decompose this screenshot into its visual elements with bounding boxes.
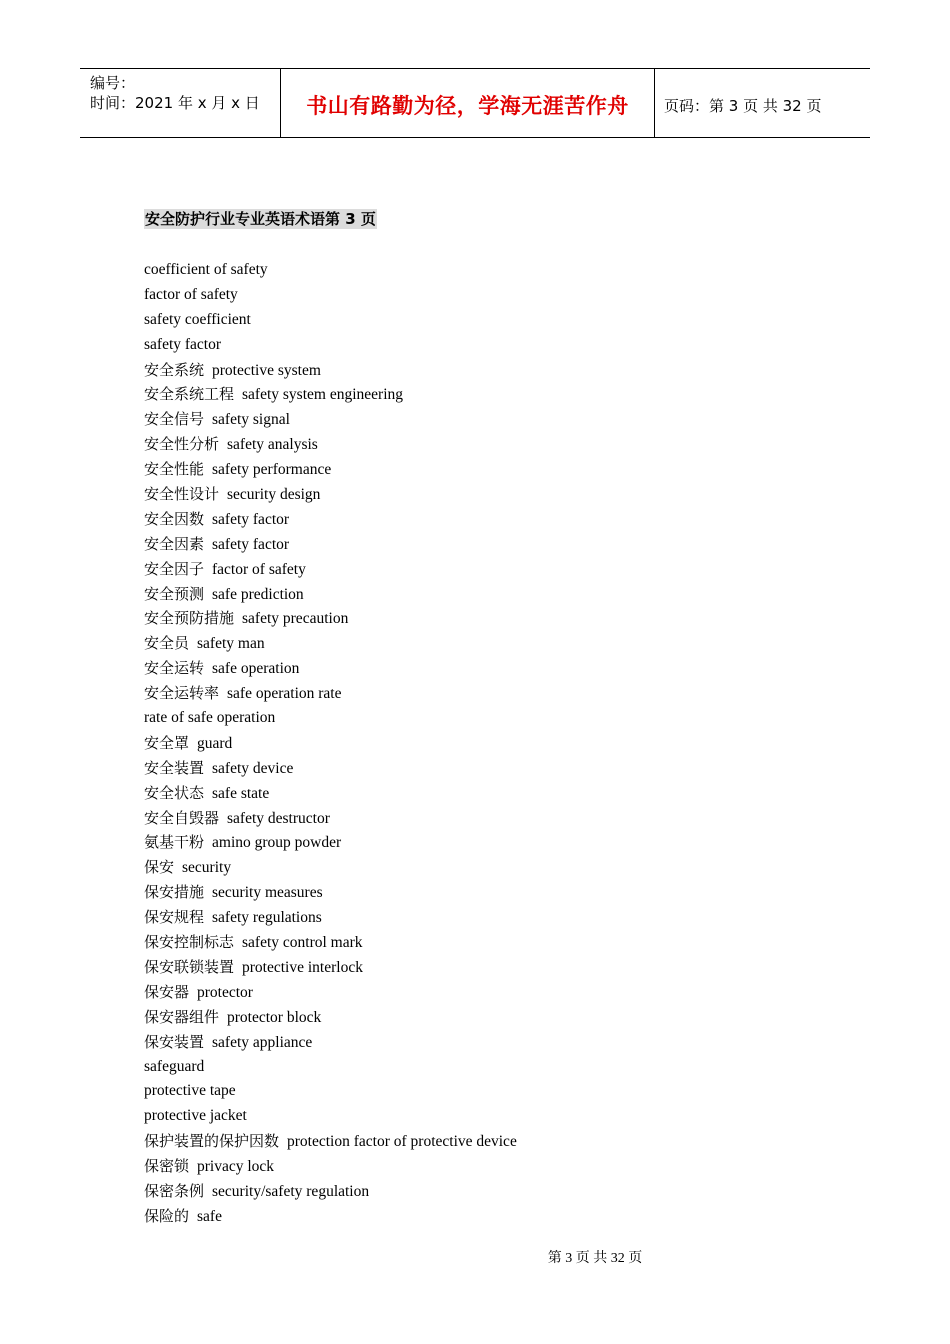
term-english: safety factor	[212, 510, 290, 528]
term-entry	[144, 830, 517, 855]
page-header	[80, 68, 870, 138]
term-chinese: 保安措施	[144, 883, 205, 902]
term-english: protection factor of protective device	[287, 1133, 517, 1151]
term-english: safe operation rate	[227, 685, 342, 703]
term-entry	[144, 557, 517, 582]
term-entry	[144, 880, 517, 905]
page-info-text: 页码：第 3 页 共 32 页	[664, 96, 822, 115]
term-english: coefficient of safety	[144, 261, 268, 278]
term-english: safety man	[197, 635, 265, 653]
term-english: safety performance	[212, 461, 332, 479]
term-entry	[144, 407, 517, 432]
time-label: 时间：2021 年 x 月 x 日	[90, 94, 260, 112]
term-entry	[144, 631, 517, 656]
term-entry	[144, 806, 517, 831]
term-entry	[144, 582, 517, 607]
term-english: protective jacket	[144, 1107, 247, 1125]
term-entry	[144, 656, 517, 681]
term-list	[144, 258, 517, 1229]
term-chinese: 安全状态	[144, 783, 205, 802]
term-entry	[144, 333, 517, 358]
term-english: safety regulations	[212, 909, 322, 927]
term-english: safe	[197, 1207, 222, 1225]
term-chinese: 安全自毁器	[144, 808, 220, 827]
term-entry	[144, 283, 517, 308]
term-chinese: 安全罩	[144, 733, 190, 752]
motto-text: 书山有路勤为径，学海无涯苦作舟	[306, 94, 629, 118]
term-chinese: 保安控制标志	[144, 933, 235, 952]
term-english: protective tape	[144, 1082, 236, 1100]
term-entry	[144, 980, 517, 1005]
term-english: safety coefficient	[144, 310, 251, 328]
header-meta	[80, 69, 281, 137]
term-english: safety signal	[212, 411, 290, 429]
page-footer: 第 3 页 共 32 页	[547, 1251, 643, 1266]
term-entry	[144, 606, 517, 631]
term-english: security measures	[212, 884, 323, 902]
term-chinese: 安全性能	[144, 460, 205, 479]
term-english: safe state	[212, 784, 270, 802]
term-entry	[144, 1055, 517, 1080]
term-entry	[144, 532, 517, 557]
term-entry	[144, 1079, 517, 1104]
term-english: factor of safety	[212, 560, 306, 578]
term-chinese: 保安联锁装置	[144, 957, 235, 976]
term-english: safeguard	[144, 1057, 205, 1075]
term-entry	[144, 1030, 517, 1055]
term-entry	[144, 1179, 517, 1204]
document-title: 安全防护行业专业英语术语第 3 页	[145, 210, 376, 228]
term-english: privacy lock	[197, 1158, 275, 1176]
term-chinese: 安全性分析	[144, 435, 220, 454]
term-entry	[144, 731, 517, 756]
term-entry	[144, 382, 517, 407]
term-english: protective interlock	[242, 958, 363, 976]
term-entry	[144, 681, 517, 706]
header-motto	[281, 69, 655, 137]
term-entry	[144, 756, 517, 781]
term-entry	[144, 930, 517, 955]
term-entry	[144, 855, 517, 880]
term-chinese: 安全系统	[144, 360, 205, 379]
term-english: safety factor	[212, 535, 290, 553]
term-english: security	[182, 859, 232, 877]
term-chinese: 氨基干粉	[144, 833, 205, 852]
term-entry	[144, 258, 517, 283]
term-english: protector block	[227, 1008, 322, 1026]
term-entry	[144, 432, 517, 457]
term-chinese: 安全因子	[144, 559, 205, 578]
term-chinese: 安全运转	[144, 659, 205, 678]
term-entry	[144, 457, 517, 482]
term-english: rate of safe operation	[144, 709, 276, 727]
header-page-info	[655, 69, 870, 137]
term-chinese: 安全预测	[144, 584, 205, 603]
term-chinese: 安全信号	[144, 410, 205, 429]
term-chinese: 安全预防措施	[144, 609, 235, 628]
term-chinese: 保密锁	[144, 1157, 190, 1176]
term-english: safety factor	[144, 335, 222, 353]
term-chinese: 保险的	[144, 1206, 190, 1225]
term-english: safety precaution	[242, 610, 349, 628]
term-entry	[144, 482, 517, 507]
term-chinese: 安全因素	[144, 534, 205, 553]
term-entry	[144, 1204, 517, 1229]
term-entry	[144, 1154, 517, 1179]
term-chinese: 保护装置的保护因数	[144, 1132, 280, 1151]
term-english: safety device	[212, 759, 294, 777]
term-entry	[144, 507, 517, 532]
term-english: safety system engineering	[242, 386, 403, 404]
term-entry	[144, 1005, 517, 1030]
term-chinese: 安全系统工程	[144, 385, 235, 404]
term-english: protective system	[212, 361, 321, 379]
number-label: 编号：	[90, 74, 136, 92]
term-english: protector	[197, 983, 253, 1001]
term-english: safe operation	[212, 660, 300, 678]
term-chinese: 保安规程	[144, 908, 205, 927]
term-entry	[144, 905, 517, 930]
term-entry	[144, 308, 517, 333]
term-english: security/safety regulation	[212, 1182, 370, 1200]
term-chinese: 安全装置	[144, 758, 205, 777]
term-english: safe prediction	[212, 585, 304, 603]
term-english: guard	[197, 734, 233, 752]
term-chinese: 安全性设计	[144, 485, 220, 504]
term-chinese: 安全员	[144, 634, 190, 653]
term-chinese: 安全运转率	[144, 684, 220, 703]
term-english: safety appliance	[212, 1033, 313, 1051]
term-entry	[144, 955, 517, 980]
term-chinese: 保安器	[144, 982, 190, 1001]
term-english: factor of safety	[144, 285, 238, 303]
term-english: safety analysis	[227, 436, 318, 454]
term-english: safety destructor	[227, 809, 330, 827]
term-entry	[144, 781, 517, 806]
term-english: security design	[227, 486, 321, 504]
term-entry	[144, 1104, 517, 1129]
term-english: amino group powder	[212, 834, 342, 852]
term-english: safety control mark	[242, 934, 363, 952]
term-chinese: 保安	[144, 858, 175, 877]
term-entry	[144, 706, 517, 731]
term-chinese: 保安装置	[144, 1032, 205, 1051]
term-chinese: 安全因数	[144, 509, 205, 528]
term-chinese: 保安器组件	[144, 1007, 220, 1026]
term-chinese: 保密条例	[144, 1181, 205, 1200]
term-entry	[144, 1129, 517, 1154]
term-entry	[144, 358, 517, 383]
